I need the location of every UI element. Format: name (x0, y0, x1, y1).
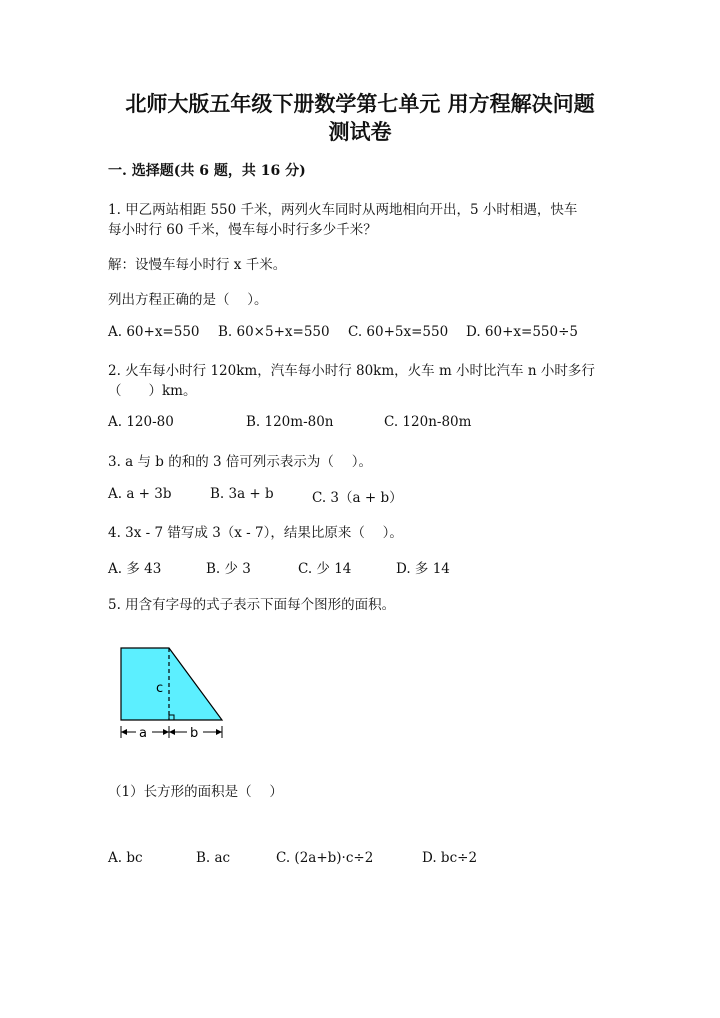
q4-option-d[interactable]: D. 多 14 (396, 561, 450, 577)
arrow-b-right (216, 729, 222, 735)
arrow-a-right (163, 729, 169, 735)
q3-option-b[interactable]: B. 3a + b (210, 486, 274, 502)
section-heading: 一. 选择题(共 6 题，共 16 分) (108, 163, 306, 179)
q5-option-d[interactable]: D. bc÷2 (422, 850, 478, 866)
q1-option-b[interactable]: B. 60×5+x=550 (218, 324, 330, 340)
q5-text: 5. 用含有字母的式子表示下面每个图形的面积。 (108, 597, 396, 613)
q1-solution: 解：设慢车每小时行 x 千米。 (108, 257, 287, 273)
q5-option-b[interactable]: B. ac (196, 850, 231, 866)
q2-option-b[interactable]: B. 120m-80n (246, 414, 334, 430)
label-c: c (156, 681, 164, 696)
q2-text-line1: 2. 火车每小时行 120km，汽车每小时行 80km，火车 m 小时比汽车 n 小时多行 (108, 363, 595, 379)
q4-option-a[interactable]: A. 多 43 (108, 561, 162, 577)
q1-option-c[interactable]: C. 60+5x=550 (348, 324, 449, 340)
q1-text-line2: 每小时行 60 千米，慢车每小时行多少千米？ (108, 222, 377, 238)
q4-option-c[interactable]: C. 少 14 (298, 561, 352, 577)
q2-text-line2: （ ）km。 (108, 383, 197, 399)
arrow-a-left (121, 729, 127, 735)
q2-option-c[interactable]: C. 120n-80m (384, 414, 472, 430)
arrow-b-left (169, 729, 175, 735)
q4-option-b[interactable]: B. 少 3 (206, 561, 251, 577)
q2-option-a[interactable]: A. 120-80 (108, 414, 174, 430)
q3-option-a[interactable]: A. a + 3b (108, 486, 172, 502)
page-title-line2: 测试卷 (328, 119, 392, 144)
q1-option-d[interactable]: D. 60+x=550÷5 (466, 324, 579, 340)
q5-option-c[interactable]: C. (2a+b)·c÷2 (276, 850, 374, 866)
q1-text-line1: 1. 甲乙两站相距 550 千米，两列火车同时从两地相向开出，5 小时相遇，快车 (108, 202, 578, 218)
q5-sub1: （1）长方形的面积是（ ） (108, 784, 283, 800)
q3-option-c[interactable]: C. 3（a + b） (312, 490, 403, 506)
q4-text: 4. 3x - 7 错写成 3（x - 7），结果比原来（ ）。 (108, 525, 403, 541)
q5-option-a[interactable]: A. bc (108, 850, 143, 866)
q3-text: 3. a 与 b 的和的 3 倍可列示表示为（ ）。 (108, 454, 372, 470)
trapezoid-shape (121, 648, 222, 720)
q1-option-a[interactable]: A. 60+x=550 (108, 324, 200, 340)
q1-prompt: 列出方程正确的是（ ）。 (108, 292, 268, 308)
trapezoid-figure (112, 642, 232, 742)
page-title: 北师大版五年级下册数学第七单元 用方程解决问题 (125, 91, 595, 116)
label-a: a (139, 726, 147, 741)
label-b: b (190, 726, 199, 741)
